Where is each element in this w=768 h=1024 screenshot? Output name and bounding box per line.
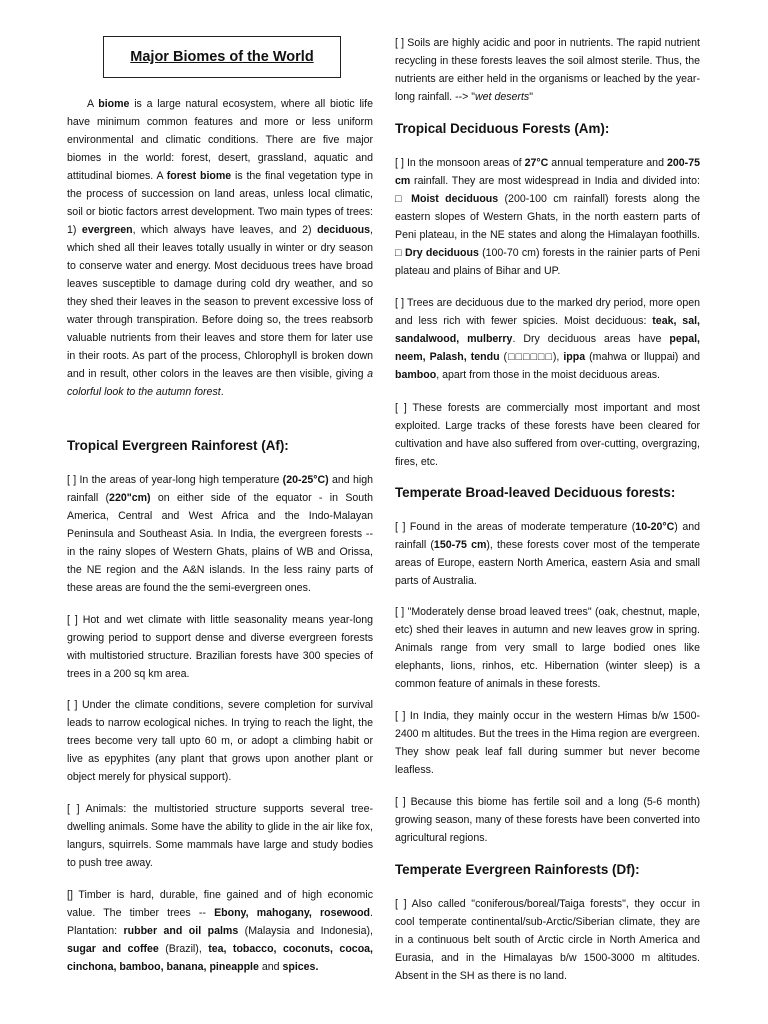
text-run: , which always have leaves, and 2) bbox=[132, 224, 318, 236]
text-run: . Dry deciduous areas have bbox=[512, 333, 670, 345]
bold-text: Moist deciduous bbox=[411, 193, 499, 205]
text-run: ), these forests cover most of the temperate areas of Europe, eastern North America, eastern Asia and small parts of Australia. bbox=[395, 539, 700, 587]
paragraph-af-4 bbox=[67, 800, 373, 872]
bold-text: 220"cm) bbox=[109, 492, 151, 504]
italic-text: wet deserts bbox=[475, 91, 530, 103]
paragraph-am-3 bbox=[395, 399, 700, 471]
text-run: and high rainfall ( bbox=[67, 474, 373, 504]
text-run: annual temperature and bbox=[548, 157, 667, 169]
text-run: (Malaysia and Indonesia), bbox=[238, 925, 373, 937]
bold-text: spices. bbox=[282, 961, 319, 973]
bold-text: 10-20°C bbox=[635, 521, 675, 533]
bold-text: biome bbox=[98, 98, 130, 110]
text-run: (Brazil), bbox=[158, 943, 209, 955]
paragraph-am-1 bbox=[395, 154, 700, 280]
text-run: A bbox=[87, 98, 99, 110]
text-run: [ ] Found in the areas of moderate temperature ( bbox=[395, 521, 636, 533]
bold-text: ippa bbox=[563, 351, 586, 363]
text-run: (□□□□□□), bbox=[499, 351, 564, 363]
paragraph-am-2 bbox=[395, 294, 700, 384]
paragraph-broad-4 bbox=[395, 793, 700, 847]
bold-text: (20-25°C) bbox=[282, 474, 329, 486]
bold-text: Dry deciduous bbox=[404, 247, 479, 259]
bold-text: Ebony, mahogany, rosewood bbox=[214, 907, 371, 919]
bold-text: 200-75 cm bbox=[395, 157, 700, 187]
paragraph-broad-3 bbox=[395, 707, 700, 779]
heading-tropical-evergreen: Tropical Evergreen Rainforest (Af): bbox=[67, 438, 289, 453]
bold-text: bamboo bbox=[395, 369, 437, 381]
bold-text: pepal, neem, Palash, tendu bbox=[395, 333, 701, 363]
text-run: , apart from those in the moist deciduous areas. bbox=[436, 369, 660, 381]
paragraph-af-6 bbox=[395, 34, 700, 106]
bold-text: sugar and coffee bbox=[67, 943, 159, 955]
bold-text: deciduous bbox=[317, 224, 371, 236]
text-run: [ ] In India, they mainly occur in the western Himas b/w 1500-2400 m altitudes. But the trees in the Hima region are evergreen. They show peak leaf fall during summer but never become leafless. bbox=[395, 710, 700, 776]
text-run: [ ] These forests are commercially most important and most exploited. Large tracks of these forests have been cleared for cultivation and have also suffered from over-cutting, overgrazing, fires, etc. bbox=[395, 402, 700, 468]
bold-text: 27°C bbox=[524, 157, 549, 169]
text-run: [ ] Because this biome has fertile soil and a long (5-6 month) growing season, many of these forests have been converted into agricultural regions. bbox=[395, 796, 700, 844]
text-run: [ ] Trees are deciduous due to the marked dry period, more open and less rich with fewer spicies. Moist deciduous: bbox=[395, 297, 700, 327]
text-run: and bbox=[258, 961, 283, 973]
text-run: [ ] Animals: the multistoried structure supports several tree-dwelling animals. Some have the ability to glide in the air like fox, langurs, squirrels. Some mammals have large and study bodies to push tree away. bbox=[67, 803, 373, 869]
text-run: (mahwa or lluppai) and bbox=[585, 351, 701, 363]
text-run: [ ] "Moderately dense broad leaved trees" (oak, chestnut, maple, etc) shed their leaves in autumn and new leaves grow in spring. Animals range from very small to large bodied ones like elephants, lions, rinhos, etc. Hibernation (winter sleep) is a common feature of animals in these forests. bbox=[395, 606, 700, 690]
bold-text: rubber and oil palms bbox=[123, 925, 239, 937]
heading-temperate-evergreen: Temperate Evergreen Rainforests (Df): bbox=[395, 862, 640, 877]
paragraph-df-1 bbox=[395, 895, 700, 985]
text-run: [ ] Soils are highly acidic and poor in nutrients. The rapid nutrient recycling in these forests leaves the soil almost sterile. Thus, the nutrients are either held in the organisms or leached by the year-long rainfall. --> " bbox=[395, 37, 700, 103]
text-run: rainfall. They are most widespread in India and divided into: □ bbox=[395, 175, 700, 205]
bold-text: evergreen bbox=[81, 224, 133, 236]
bold-text: 150-75 cm bbox=[433, 539, 487, 551]
bold-text: forest biome bbox=[166, 170, 232, 182]
text-run: (200-100 cm rainfall) forests along the eastern slopes of Western Ghats, in the north eastern parts of Peni plateau, in the NE states and along the Himalayan foothills. □ bbox=[395, 193, 701, 259]
bold-text: tea, tobacco, coconuts, cocoa, cinchona, bamboo, banana, pineapple bbox=[67, 943, 373, 973]
heading-temperate-broadleaved: Temperate Broad-leaved Deciduous forests: bbox=[395, 485, 676, 500]
text-run: , which shed all their leaves totally usually in winter or dry season to conserve water and energy. Most deciduous trees have broad leaves susceptible to damage during cold dry weather, and so they shed their leaves in the season to prevent excessive loss of water through transpiration. Before doing so, the trees reabsorb valuable nutrients from their leaves and store them for later use in their roots. As part of the process, Chlorophyll is broken down and in result, other colors in the leaves are then visible, giving bbox=[67, 224, 373, 380]
heading-tropical-deciduous: Tropical Deciduous Forests (Am): bbox=[395, 121, 610, 136]
text-run: [] Timber is hard, durable, fine gained and of high economic value. The timber trees -- bbox=[67, 889, 373, 919]
title-box bbox=[103, 36, 341, 78]
text-run: [ ] In the monsoon areas of bbox=[395, 157, 525, 169]
text-run: is the final vegetation type in the process of succession on land areas, unless local climatic, soil or biotic factors arrest development. Two main types of trees: 1) bbox=[67, 170, 373, 236]
intro-paragraph bbox=[67, 95, 373, 401]
paragraph-broad-2 bbox=[395, 603, 700, 693]
paragraph-af-1 bbox=[67, 471, 373, 597]
document-title: Major Biomes of the World bbox=[130, 49, 314, 65]
text-run: . Plantation: bbox=[67, 907, 373, 937]
paragraph-af-5 bbox=[67, 886, 373, 976]
text-run: is a large natural ecosystem, where all biotic life have minimum common features and more or less uniform environmental and climatic conditions. There are five major biomes in the world: forest, desert, grassland, aquatic and attitudinal biomes. A bbox=[67, 98, 373, 182]
text-run: [ ] Under the climate conditions, severe completion for survival leads to narrow ecological niches. In trying to reach the light, the trees become very tall upto 60 m, or adopt a climbing habit or live as epyphites (any plant that grows upon another plant or object merely for physical support). bbox=[67, 699, 373, 783]
text-run: " bbox=[529, 91, 533, 103]
paragraph-broad-1 bbox=[395, 518, 700, 590]
text-run: ) and rainfall ( bbox=[395, 521, 701, 551]
bold-text: teak, sal, sandalwood, mulberry bbox=[395, 315, 700, 345]
text-run: [ ] Hot and wet climate with little seasonality means year-long growing period to support dense and diverse evergreen forests with multistoried structure. Brazilian forests have 300 species of trees in a 200 sq km area. bbox=[67, 614, 373, 680]
text-run: [ ] Also called "coniferous/boreal/Taiga forests", they occur in cool temperate continental/sub-Arctic/Siberian climate, they are in a continuous belt south of Arctic circle in North America and Eurasia, and in the Himalayas b/w 1500-3000 m altitudes. Absent in the SH as there is no land. bbox=[395, 898, 700, 982]
text-run: . bbox=[220, 386, 224, 398]
text-run: on either side of the equator - in South America, Central and West Africa and the Indo-Malayan Peninsula and Southeast Asia. In India, the evergreen forests -- in the rainy slopes of Western Ghats, plains of WB and Orissa, the NE region and the A&N islands. In the less rainy parts of these areas are found the the semi-evergreen ones. bbox=[67, 492, 373, 594]
paragraph-af-3 bbox=[67, 696, 373, 786]
paragraph-af-2 bbox=[67, 611, 373, 683]
italic-text: a colorful look to the autumn forest bbox=[67, 368, 373, 398]
text-run: [ ] In the areas of year-long high temperature bbox=[67, 474, 283, 486]
text-run: (100-70 cm) forests in the rainier parts of Peni plateau and plains of Bihar and UP. bbox=[395, 247, 700, 277]
